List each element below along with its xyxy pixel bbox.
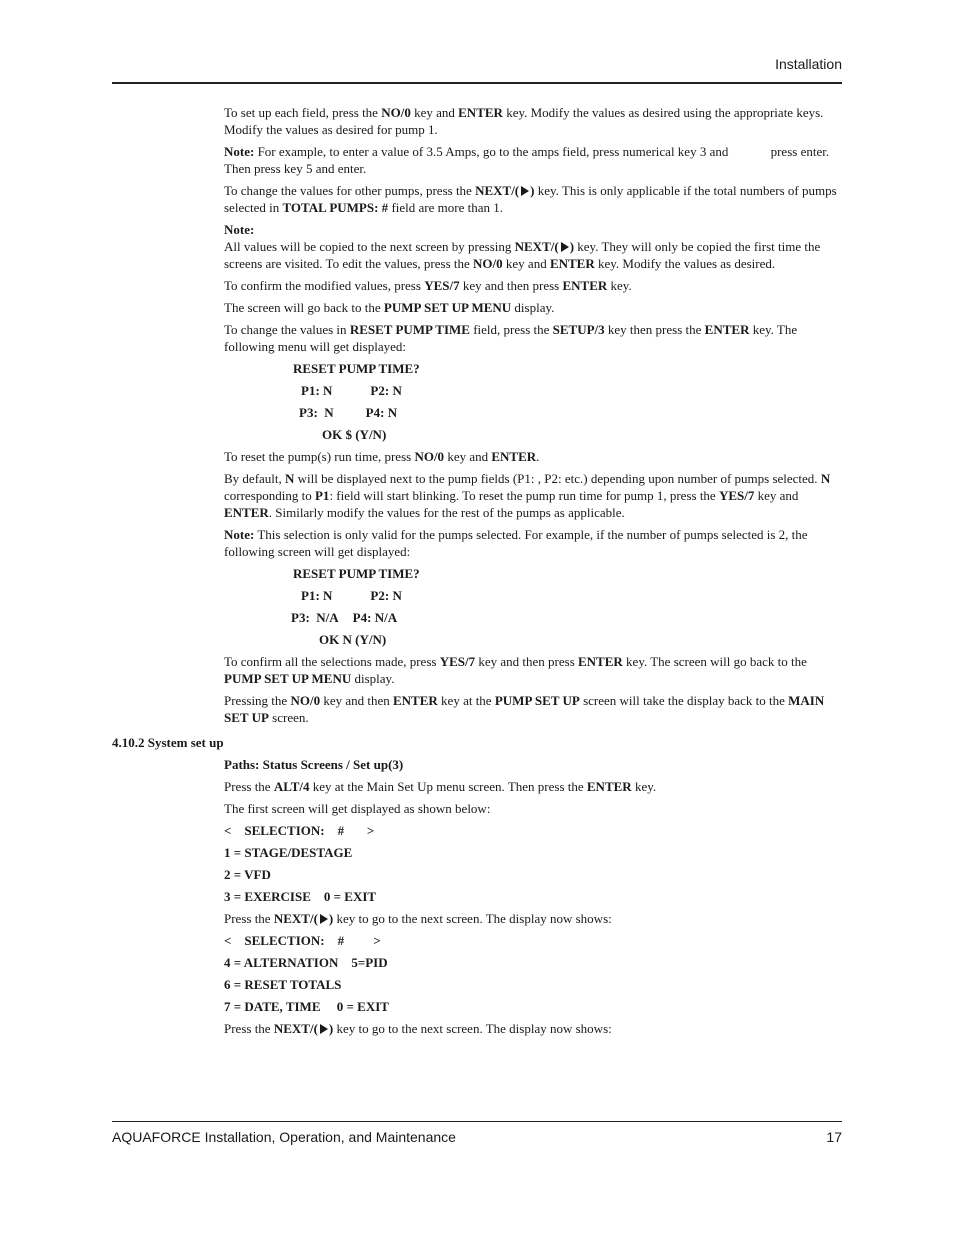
header-section-label: Installation <box>775 56 842 72</box>
note-example: Note: For example, to enter a value of 3.5 Amps, go to the amps field, press numerical key 3 and press enter. Then press key 5 and enter. <box>224 144 830 176</box>
display-item: 7 = DATE, TIME 0 = EXIT <box>224 999 389 1014</box>
display-row: P1: N P2: N <box>301 588 402 603</box>
paths-line: Paths: Status Screens / Set up(3) <box>224 757 404 772</box>
right-triangle-icon <box>521 186 529 196</box>
display-reset-pump-time-1 <box>224 360 842 443</box>
paragraph-confirm-values: To confirm the modified values, press YES/7 key and then press ENTER key. <box>224 278 632 293</box>
display-row: P3: N P4: N <box>299 405 398 420</box>
display-title: RESET PUMP TIME? <box>293 361 420 376</box>
display-reset-pump-time-2 <box>224 565 842 648</box>
paragraph-next-screen-1: Press the NEXT/( ) key to go to the next screen. The display now shows: <box>224 911 612 926</box>
paragraph-next-screen-2: Press the NEXT/( ) key to go to the next screen. The display now shows: <box>224 1021 612 1036</box>
display-item: 1 = STAGE/DESTAGE <box>224 845 353 860</box>
display-item: 4 = ALTERNATION 5=PID <box>224 955 388 970</box>
display-selection: < SELECTION: # > <box>224 823 375 838</box>
right-triangle-icon <box>320 914 328 924</box>
paragraph-default-n: By default, N will be displayed next to the pump fields (P1: , P2: etc.) depending upon number of pumps selected. N corresponding to P1: field will start blinking. To reset the pump run time for pump 1, press the YES/7 key and ENTER. Similarly modify the values for the rest of the pumps as applicable. <box>224 471 831 520</box>
paragraph-alt4: Press the ALT/4 key at the Main Set Up menu screen. Then press the ENTER key. <box>224 779 657 794</box>
display-selection: < SELECTION: # > <box>224 933 381 948</box>
paragraph-reset-pump-time: To change the values in RESET PUMP TIME field, press the SETUP/3 key then press the ENTER key. The following menu will get displayed: <box>224 322 798 354</box>
display-row: P1: N P2: N <box>301 383 402 398</box>
paragraph-copy-values: All values will be copied to the next screen by pressing NEXT/( ) key. They will only be copied the first time the screens are visited. To edit the values, press the NO/0 key and ENTER key. Modify the values as desired. <box>224 239 821 271</box>
paragraph-back-to-menu: The screen will go back to the PUMP SET UP MENU display. <box>224 300 555 315</box>
display-selection-menu-1 <box>224 822 842 905</box>
display-item: 6 = RESET TOTALS <box>224 977 342 992</box>
section-heading: 4.10.2 System set up <box>112 735 224 750</box>
note-selection-valid: Note: This selection is only valid for the pumps selected. For example, if the number of pumps selected is 2, the following screen will get displayed: <box>224 527 808 559</box>
note-copy-values: Note: <box>224 222 255 237</box>
paragraph-back-to-main: Pressing the NO/0 key and then ENTER key at the PUMP SET UP screen will take the display back to the MAIN SET UP screen. <box>224 693 825 725</box>
page-number: 17 <box>826 1129 842 1145</box>
display-ok: OK N (Y/N) <box>319 632 387 647</box>
display-row: P3: N/A P4: N/A <box>291 610 398 625</box>
footer-rule <box>112 1121 842 1122</box>
paragraph-first-screen: The first screen will get displayed as shown below: <box>224 801 491 816</box>
right-triangle-icon <box>320 1024 328 1034</box>
display-title: RESET PUMP TIME? <box>293 566 420 581</box>
display-item: 2 = VFD <box>224 867 271 882</box>
display-ok: OK $ (Y/N) <box>322 427 387 442</box>
footer-title: AQUAFORCE Installation, Operation, and Maintenance <box>112 1129 456 1145</box>
paragraph-setup-fields: To set up each field, press the NO/0 key and ENTER key. Modify the values as desired using the appropriate keys. Modify the values as desired for pump 1. <box>224 105 824 137</box>
paragraph-reset-run-time: To reset the pump(s) run time, press NO/0 key and ENTER. <box>224 449 540 464</box>
right-triangle-icon <box>561 242 569 252</box>
display-selection-menu-2 <box>224 932 842 1015</box>
header-rule <box>112 82 842 84</box>
display-item: 3 = EXERCISE 0 = EXIT <box>224 889 377 904</box>
page-content <box>112 104 842 1042</box>
paragraph-other-pumps: To change the values for other pumps, press the NEXT/( ) key. This is only applicable if the total numbers of pumps selected in TOTAL PUMPS: # field are more than 1. <box>224 183 837 215</box>
paragraph-confirm-selections: To confirm all the selections made, press YES/7 key and then press ENTER key. The screen will go back to the PUMP SET UP MENU display. <box>224 654 807 686</box>
